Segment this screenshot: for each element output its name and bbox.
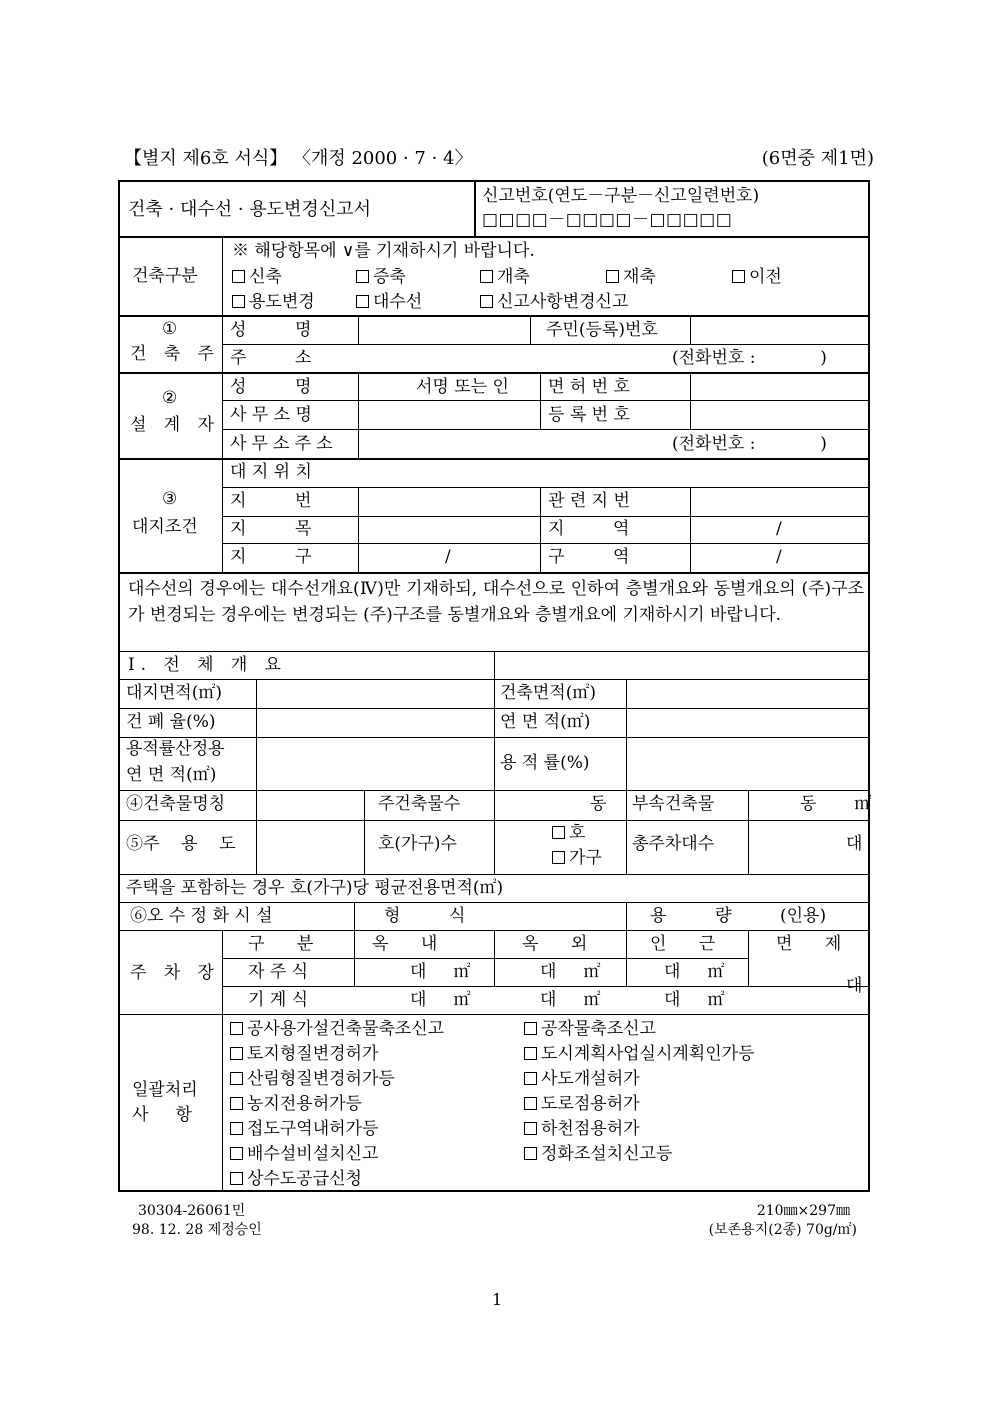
checkbox[interactable]: [524, 1072, 537, 1085]
option-extension[interactable]: 증축: [356, 268, 406, 287]
batch-item-road-use[interactable]: 도로점용허가: [524, 1095, 640, 1114]
aux-building-label: 부속건축물: [632, 794, 715, 814]
batch-item-temp-building[interactable]: 공사용가설건축물축조신고: [230, 1020, 444, 1039]
land-category-label: 지 목: [230, 519, 312, 539]
report-form: [118, 180, 870, 1192]
designer-office-label: 사 무 소 명: [230, 405, 312, 425]
parking-self-nearby-unit: 대 ㎡: [664, 962, 725, 982]
checkbox[interactable]: [230, 1047, 243, 1060]
parking-header-exempt: 면 제: [776, 934, 842, 954]
footer-approved: 98. 12. 28 제정승인: [132, 1222, 262, 1238]
construction-type-note: ※ 해당항목에 ∨를 기재하시기 바랍니다.: [232, 241, 535, 261]
households-label: 호(가구)수: [378, 834, 457, 854]
checkbox[interactable]: [356, 270, 369, 283]
batch-label-2: 사 항: [132, 1105, 192, 1125]
parking-total-label: 총주차대수: [632, 834, 715, 854]
checkbox[interactable]: [732, 270, 745, 283]
site-number: ③: [162, 489, 178, 509]
option-use-change[interactable]: 용도변경: [232, 293, 315, 312]
option-ho[interactable]: 호: [552, 824, 585, 843]
batch-item-farmland[interactable]: 농지전용허가등: [230, 1095, 362, 1114]
page-info: (6면중 제1면): [761, 148, 874, 169]
site-area-label: 대지면적(㎡): [126, 683, 222, 703]
designer-number: ②: [162, 388, 178, 408]
parking-header-outdoor: 옥 외: [522, 934, 588, 954]
area-label: 지 역: [548, 519, 630, 539]
zone-label: 구 역: [548, 547, 630, 567]
footer-size: 210㎜×297㎜: [756, 1203, 850, 1219]
area-slash: /: [776, 519, 782, 539]
major-repair-notice: 대수선의 경우에는 대수선개요(Ⅳ)만 기재하되, 대수선으로 인하여 층별개요와 동별개요의 (주)구조가 변경되는 경우에는 변경되는 (주)구조를 동별개요와 층별개요에 기재하시기 바랍니다.: [128, 579, 864, 625]
parking-header-division: 구 분: [248, 934, 314, 954]
designer-phone-label: (전화번호 : ): [672, 434, 827, 454]
owner-phone-label: (전화번호 : ): [672, 348, 827, 368]
site-label: 대지조건: [132, 517, 198, 537]
parking-total-unit: 대: [846, 834, 863, 854]
form-title: 건축 · 대수선 · 용도변경신고서: [128, 199, 371, 220]
main-use-label: ⑤주 용 도: [126, 834, 236, 854]
report-no-label: 신고번호(연도－구분－신고일련번호): [482, 186, 760, 206]
avg-area-label: 주택을 포함하는 경우 호(가구)당 평균전용면적(㎡): [126, 878, 504, 898]
parking-mech-outdoor-unit: 대 ㎡: [540, 990, 601, 1010]
related-lot-label: 관 련 지 번: [548, 491, 630, 511]
option-report-change[interactable]: 신고사항변경신고: [480, 293, 628, 312]
floor-area-label: 연 면 적(㎡): [500, 712, 591, 732]
site-location-label: 대 지 위 치: [230, 462, 312, 482]
owner-number: ①: [162, 319, 178, 339]
checkbox[interactable]: [232, 295, 245, 308]
overview-title: Ⅰ. 전 체 개 요: [128, 655, 287, 675]
far-label: 용 적 률(%): [500, 753, 590, 773]
checkbox[interactable]: [524, 1097, 537, 1110]
batch-item-forest-change[interactable]: 산림형질변경허가등: [230, 1070, 395, 1089]
report-no-boxes[interactable]: □□□□－□□□□－□□□□□: [482, 210, 733, 230]
checkbox[interactable]: [524, 1122, 537, 1135]
owner-id-label: 주민(등록)번호: [546, 320, 658, 340]
batch-item-river-use[interactable]: 하천점용허가: [524, 1120, 640, 1139]
batch-label-1: 일괄처리: [132, 1080, 198, 1100]
batch-item-drainage[interactable]: 배수설비설치신고: [230, 1145, 378, 1164]
page-number: 1: [492, 1290, 503, 1309]
checkbox[interactable]: [524, 1147, 537, 1160]
designer-name-label: 성 명: [230, 377, 312, 397]
option-reconstruct[interactable]: 개축: [480, 268, 530, 287]
parking-row-self-label: 자 주 식: [248, 962, 309, 982]
parking-row-mech-label: 기 계 식: [248, 990, 309, 1010]
checkbox[interactable]: [552, 826, 565, 839]
designer-license-label: 면 허 번 호: [548, 377, 630, 397]
far-area-label-2: 연 면 적(㎡): [126, 765, 217, 785]
coverage-label: 건 폐 율(%): [126, 712, 216, 732]
owner-name-label: 성 명: [230, 320, 312, 340]
designer-sign-label: 서명 또는 인: [416, 377, 509, 397]
designer-office-address-label: 사무소주소: [230, 434, 338, 454]
checkbox[interactable]: [524, 1022, 537, 1035]
owner-label: 건 축 주: [130, 344, 220, 364]
checkbox[interactable]: [230, 1147, 243, 1160]
option-rebuild[interactable]: 재축: [606, 268, 656, 287]
footer-paper: (보존용지(2종) 70g/㎡): [708, 1222, 857, 1238]
parking-header-indoor: 옥 내: [372, 934, 438, 954]
batch-item-road-zone[interactable]: 접도구역내허가등: [230, 1120, 378, 1139]
designer-reg-label: 등 록 번 호: [548, 405, 630, 425]
far-area-label-1: 용적률산정용: [126, 739, 225, 759]
parking-mech-nearby-unit: 대 ㎡: [664, 990, 725, 1010]
batch-item-septic-tank[interactable]: 정화조설치신고등: [524, 1145, 672, 1164]
batch-item-water-supply[interactable]: 상수도공급신청: [230, 1170, 362, 1189]
construction-type-label: 건축구분: [132, 266, 198, 286]
checkbox[interactable]: [232, 270, 245, 283]
building-area-label: 건축면적(㎡): [500, 683, 596, 703]
dong-unit: 동: [590, 794, 607, 814]
parking-exempt-unit: 대: [846, 976, 863, 996]
aux-dong-unit: 동 ㎡: [800, 794, 872, 814]
parking-label: 주 차 장: [130, 963, 220, 983]
footer-code: 30304-26061민: [138, 1203, 246, 1219]
owner-address-label: 주 소: [230, 348, 312, 368]
batch-item-private-road[interactable]: 사도개설허가: [524, 1070, 640, 1089]
parking-mech-indoor-unit: 대 ㎡: [410, 990, 471, 1010]
option-new[interactable]: 신축: [232, 268, 282, 287]
checkbox[interactable]: [230, 1072, 243, 1085]
batch-item-urban-plan[interactable]: 도시계획사업실시계획인가등: [524, 1045, 755, 1064]
checkbox[interactable]: [480, 270, 493, 283]
checkbox[interactable]: [230, 1172, 243, 1185]
checkbox[interactable]: [356, 295, 369, 308]
building-name-label: ④건축물명칭: [126, 794, 226, 814]
checkbox[interactable]: [480, 295, 493, 308]
septic-capacity-label: 용 량: [650, 906, 732, 926]
district-label: 지 구: [230, 547, 312, 567]
septic-label: ⑥오 수 정 화 시 설: [130, 906, 273, 926]
option-major-repair[interactable]: 대수선: [356, 293, 422, 312]
parking-self-outdoor-unit: 대 ㎡: [540, 962, 601, 982]
checkbox[interactable]: [552, 851, 565, 864]
form-number: 【별지 제6호 서식】 〈개정 2000 · 7 · 4〉: [124, 148, 473, 169]
lot-number-label: 지 번: [230, 491, 312, 511]
parking-self-indoor-unit: 대 ㎡: [410, 962, 471, 982]
checkbox[interactable]: [606, 270, 619, 283]
septic-persons-unit: (인용): [780, 906, 827, 926]
option-gagu[interactable]: 가구: [552, 849, 602, 868]
district-slash: /: [445, 547, 451, 567]
parking-header-nearby: 인 근: [650, 934, 716, 954]
batch-item-structure[interactable]: 공작물축조신고: [524, 1020, 656, 1039]
zone-slash: /: [776, 547, 782, 567]
checkbox[interactable]: [524, 1047, 537, 1060]
designer-label: 설 계 자: [130, 415, 220, 435]
option-relocation[interactable]: 이전: [732, 268, 782, 287]
septic-type-label: 형 식: [384, 906, 466, 926]
checkbox[interactable]: [230, 1022, 243, 1035]
batch-item-land-change[interactable]: 토지형질변경허가: [230, 1045, 378, 1064]
main-building-count-label: 주건축물수: [378, 794, 461, 814]
checkbox[interactable]: [230, 1122, 243, 1135]
checkbox[interactable]: [230, 1097, 243, 1110]
